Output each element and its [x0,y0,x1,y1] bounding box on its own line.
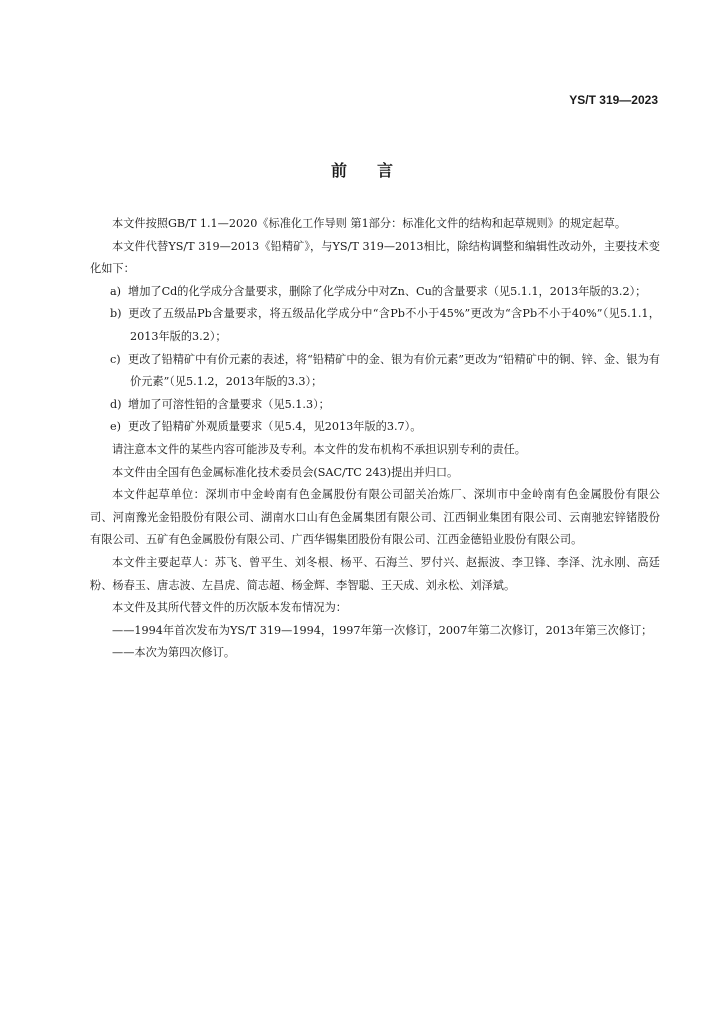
list-item-text: 增加了可溶性铅的含量要求（见5.1.3）； [128,397,330,411]
paragraph-history-intro: 本文件及其所代替文件的历次版本发布情况为： [112,601,347,615]
list-marker: c) [110,352,121,366]
list-item-text: 更改了五级品Pb含量要求，将五级品化学成分中“含Pb不小于45%”更改为“含Pb不小于40%”（见5.1.1，2013年版的3.2）； [128,307,660,343]
list-item-text: 增加了Cd的化学成分含量要求，删除了化学成分中对Zn、Cu的含量要求（见5.1.1，2013年版的3.2）； [128,284,647,298]
history-item: ——1994年首次发布为YS/T 319—1994，1997年第一次修订，2007年第二次修订，2013年第三次修订； [112,623,653,637]
list-item [90,281,660,304]
paragraph-drafters: 本文件主要起草人：苏飞、曾平生、刘冬根、杨平、石海兰、罗付兴、赵振波、李卫锋、李泽、沈永刚、高廷粉、杨春玉、唐志波、左昌虎、简志超、杨金辉、李智聪、王天成、刘永松、刘泽斌。 [90,555,660,592]
list-item-text: 更改了铅精矿中有价元素的表述，将“铅精矿中的金、银为有价元素”更改为“铅精矿中的铜、锌、金、银为有价元素”（见5.1.2，2013年版的3.3）； [128,352,660,389]
list-item-text: 更改了铅精矿外观质量要求（见5.4，见2013年版的3.7）。 [128,420,422,434]
list-item [90,394,660,417]
list-item [90,349,660,394]
list-item [90,303,660,348]
document-body [90,213,660,665]
history-item: ——本次为第四次修订。 [112,646,236,660]
list-item [90,416,660,439]
list-marker: e) [110,420,121,434]
doc-number-header: YS/T 319—2023 [569,93,658,107]
page-title: 前言 [330,161,423,180]
paragraph-patent-notice: 请注意本文件的某些内容可能涉及专利。本文件的发布机构不承担识别专利的责任。 [112,442,526,456]
list-marker: a) [110,284,122,298]
paragraph-drafting-rules: 本文件按照GB/T 1.1—2020《标准化工作导则 第1部分：标准化文件的结构和起草规则》的规定起草。 [112,217,627,230]
list-marker: b) [110,307,122,321]
paragraph-drafting-units: 本文件起草单位：深圳市中金岭南有色金属股份有限公司韶关冶炼厂、深圳市中金岭南有色金属股份有限公司、河南豫光金铅股份有限公司、湖南水口山有色金属集团有限公司、江西铜业集团有限公司、云南驰宏锌锗股份有限公司、五矿有色金属股份有限公司、广西华锡集团股份有限公司、江西金德铅业股份有限公司。 [90,488,660,547]
list-marker: d) [110,397,122,411]
paragraph-proposed-by: 本文件由全国有色金属标准化技术委员会(SAC/TC 243)提出并归口。 [112,465,459,479]
paragraph-replaces: 本文件代替YS/T 319—2013《铅精矿》，与YS/T 319—2013相比，除结构调整和编辑性改动外，主要技术变化如下： [90,239,660,276]
